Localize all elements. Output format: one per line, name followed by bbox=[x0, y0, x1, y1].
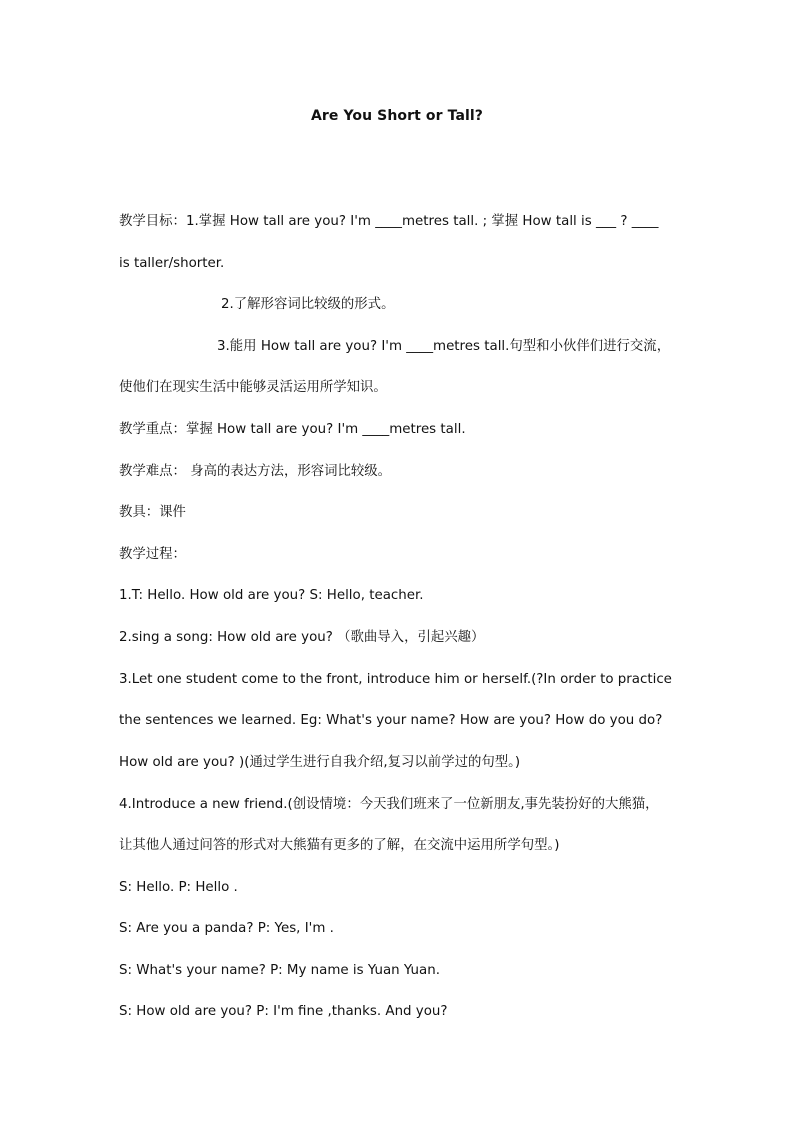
process-step-2: 2.sing a song: How old are you? （歌曲导入，引起兴趣） bbox=[119, 630, 485, 645]
teaching-goal-line-1-cont: is taller/shorter. bbox=[119, 256, 225, 271]
teaching-goal-line-3-cont: 使他们在现实生活中能够灵活运用所学知识。 bbox=[119, 380, 387, 395]
teaching-goal-line-2: 2.了解形容词比较级的形式。 bbox=[221, 297, 395, 312]
teaching-goal-line-3: 3.能用 How tall are you? I'm ____metres tall.句型和小伙伴们进行交流， bbox=[217, 339, 671, 354]
dialogue-line-1: S: Hello. P: Hello . bbox=[119, 880, 238, 895]
teaching-focus-line: 教学重点：掌握 How tall are you? I'm ____metres tall. bbox=[119, 422, 466, 437]
document-title: Are You Short or Tall? bbox=[310, 108, 484, 124]
teaching-process-heading: 教学过程： bbox=[119, 547, 186, 562]
process-step-4: 4.Introduce a new friend.(创设情境：今天我们班来了一位新朋友,事先装扮好的大熊猫， bbox=[119, 797, 659, 812]
teaching-aids-line: 教具：课件 bbox=[119, 505, 186, 520]
process-step-1: 1.T: Hello. How old are you? S: Hello, teacher. bbox=[119, 588, 424, 603]
teaching-difficulty-line: 教学难点： 身高的表达方法，形容词比较级。 bbox=[119, 464, 392, 479]
process-step-3-cont-2: How old are you? )(通过学生进行自我介绍,复习以前学过的句型。) bbox=[119, 755, 521, 770]
dialogue-line-3: S: What's your name? P: My name is Yuan Yuan. bbox=[119, 963, 440, 978]
process-step-3-cont-1: the sentences we learned. Eg: What's your name? How are you? How do you do? bbox=[119, 713, 663, 728]
dialogue-line-4: S: How old are you? P: I'm fine ,thanks. And you? bbox=[119, 1004, 448, 1019]
process-step-3: 3.Let one student come to the front, introduce him or herself.(?In order to practice bbox=[119, 672, 672, 687]
dialogue-line-2: S: Are you a panda? P: Yes, I'm . bbox=[119, 921, 334, 936]
process-step-4-cont: 让其他人通过问答的形式对大熊猫有更多的了解，在交流中运用所学句型。) bbox=[119, 838, 560, 853]
teaching-goal-line-1: 教学目标：1.掌握 How tall are you? I'm ____metres tall. ; 掌握 How tall is ___ ? ____ bbox=[119, 214, 659, 229]
